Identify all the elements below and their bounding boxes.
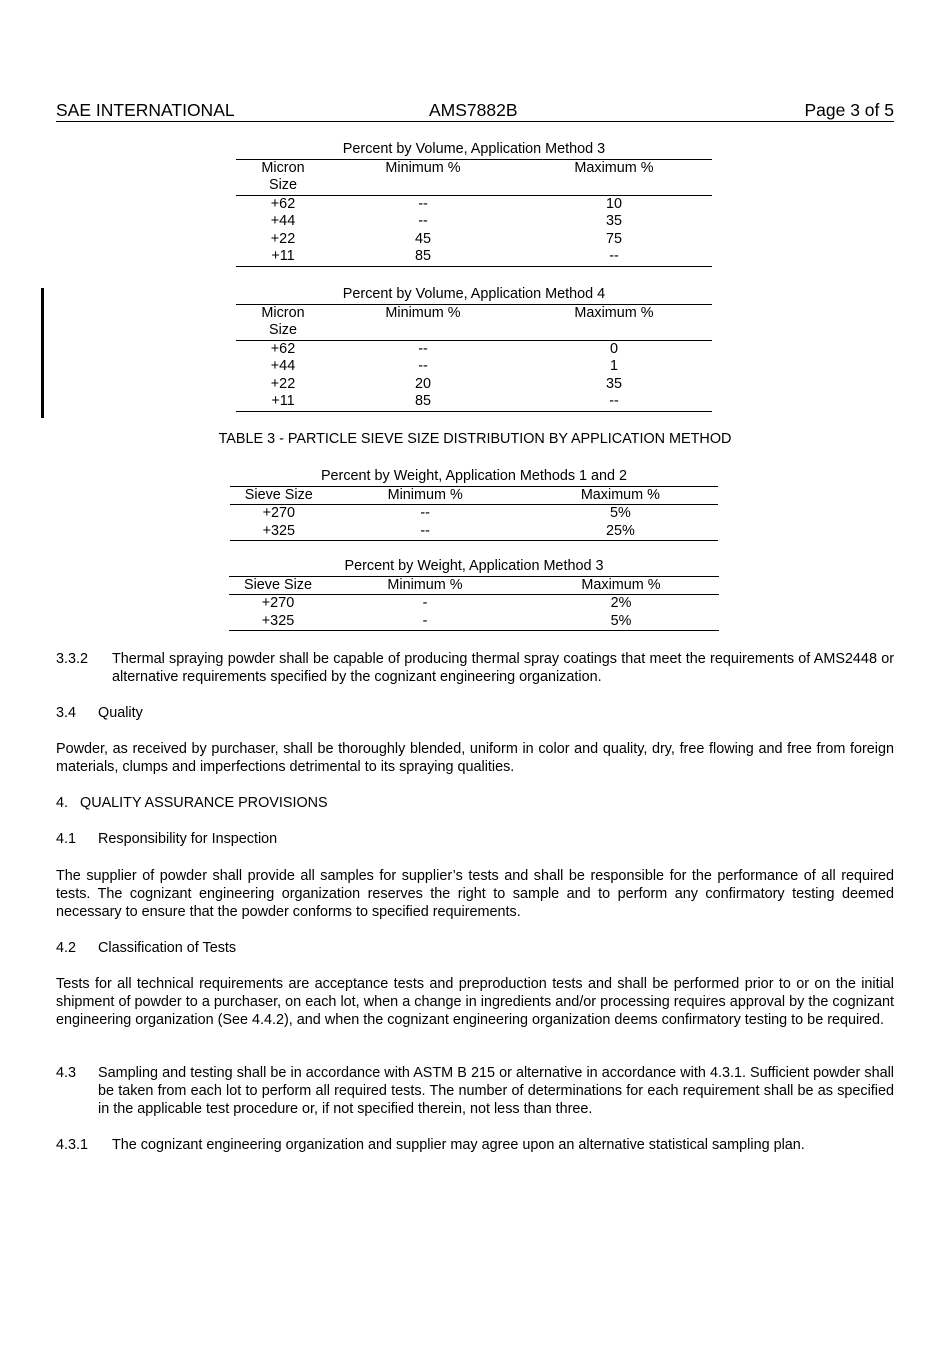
- section-4-3-1-text: The cognizant engineering organization and supplier may agree upon an alternative statistical sampling plan.: [112, 1137, 805, 1153]
- col-header-minimum: Minimum %: [387, 576, 463, 593]
- section-4-3-number: 4.3: [56, 1065, 77, 1081]
- section-3-4-number: 3.4: [56, 705, 77, 721]
- col-header-minimum: Minimum %: [387, 486, 463, 503]
- col-header-minimum: Minimum %: [385, 304, 461, 321]
- col-header-minimum: Minimum %: [385, 159, 461, 176]
- section-4-title: 4. QUALITY ASSURANCE PROVISIONS: [56, 795, 328, 811]
- table-row: +270 - 2%: [261, 595, 632, 611]
- col-header-micron: Micron: [261, 159, 305, 176]
- section-4-2-title: Classification of Tests: [98, 940, 237, 956]
- section-4-1-text: The supplier of powder shall provide all samples for supplier’s tests and shall be responsible for the performance of all required tests. The cognizant engineering organization reserves the right to sample and to perform any confirmatory testing deemed necessary to ensure that the powder conforms to specified requirements.: [56, 868, 894, 920]
- table-row: +22 20 35: [270, 375, 622, 392]
- col-header-size: Size: [269, 322, 297, 338]
- header-doc-id: AMS7882B: [429, 100, 518, 120]
- volume-table-method-4: [236, 286, 712, 412]
- col-header-maximum: Maximum %: [581, 576, 661, 593]
- volume-table-method-3: [236, 141, 712, 267]
- header-page-number: Page 3 of 5: [804, 100, 894, 120]
- section-4-2-text: Tests for all technical requirements are acceptance tests and preproduction tests and shall be performed prior to or on the initial shipment of powder to a purchaser, on each lot, when a change in ingredients and/or processing requires approval by the cognizant engineering organization (See 4.4.2), and when the cognizant engineering organization deems confirmatory testing to be required.: [56, 976, 894, 1028]
- page-header: [56, 100, 894, 122]
- table-header-row: [236, 305, 712, 340]
- weight-table-method-3: [229, 558, 719, 631]
- table-row: +270 -- 5%: [262, 505, 631, 521]
- table-caption: Percent by Weight, Application Method 3: [344, 558, 604, 574]
- table-row: +11 85 --: [271, 393, 619, 409]
- col-header-maximum: Maximum %: [574, 304, 654, 321]
- section-4-2-number: 4.2: [56, 940, 77, 956]
- revision-change-bar: [41, 288, 44, 418]
- col-header-maximum: Maximum %: [574, 159, 654, 176]
- table-header-row: [230, 487, 718, 505]
- table-row: +325 - 5%: [261, 612, 632, 629]
- table-row: +22 45 75: [270, 230, 622, 247]
- table-caption: Percent by Volume, Application Method 3: [342, 141, 606, 157]
- table-row: +44 -- 1: [270, 358, 618, 374]
- col-header-maximum: Maximum %: [580, 486, 660, 503]
- section-3-3-2-number: 3.3.2: [56, 651, 89, 667]
- table-caption: Percent by Volume, Application Method 4: [342, 286, 606, 302]
- weight-table-methods-1-2: [230, 468, 718, 541]
- table-row: +325 -- 25%: [262, 522, 635, 539]
- section-3-4-text: Powder, as received by purchaser, shall be thoroughly blended, uniform in color and quality, dry, free flowing and free from foreign materials, clumps and imperfections detrimental to its spraying qualities.: [56, 741, 894, 775]
- section-4-3-text: Sampling and testing shall be in accordance with ASTM B 215 or alternative in accordance with 4.3.1. Sufficient powder shall be taken from each lot to perform all required tests. The number of determinations for each requirement shall be as specified in the applicable test procedure or, if not specified therein, not less than three.: [98, 1065, 894, 1117]
- table-row: +62 -- 10: [270, 195, 622, 212]
- table-row: +44 -- 35: [270, 213, 622, 229]
- table-header-row: [229, 577, 719, 595]
- header-org: SAE INTERNATIONAL: [56, 100, 235, 120]
- section-3-4-title: Quality: [98, 705, 143, 721]
- col-header-sieve-size: Sieve Size: [244, 486, 313, 503]
- col-header-sieve-size: Sieve Size: [244, 576, 312, 593]
- section-4-1-title: Responsibility for Inspection: [98, 831, 278, 847]
- table-row: +62 -- 0: [270, 340, 618, 357]
- section-3-3-2-text: Thermal spraying powder shall be capable of producing thermal spray coatings that meet the requirements of AMS2448 or alternative requirements specified by the cognizant engineering organization.: [112, 651, 894, 685]
- table-header-row: [236, 160, 712, 195]
- table-3-title: TABLE 3 - PARTICLE SIEVE SIZE DISTRIBUTION BY APPLICATION METHOD: [218, 431, 732, 447]
- col-header-micron: Micron: [261, 304, 305, 321]
- table-caption: Percent by Weight, Application Methods 1 and 2: [320, 468, 628, 484]
- section-4-1-number: 4.1: [56, 831, 77, 847]
- section-4-3-1-number: 4.3.1: [56, 1137, 89, 1153]
- table-row: +11 85 --: [271, 248, 619, 264]
- col-header-size: Size: [269, 177, 297, 193]
